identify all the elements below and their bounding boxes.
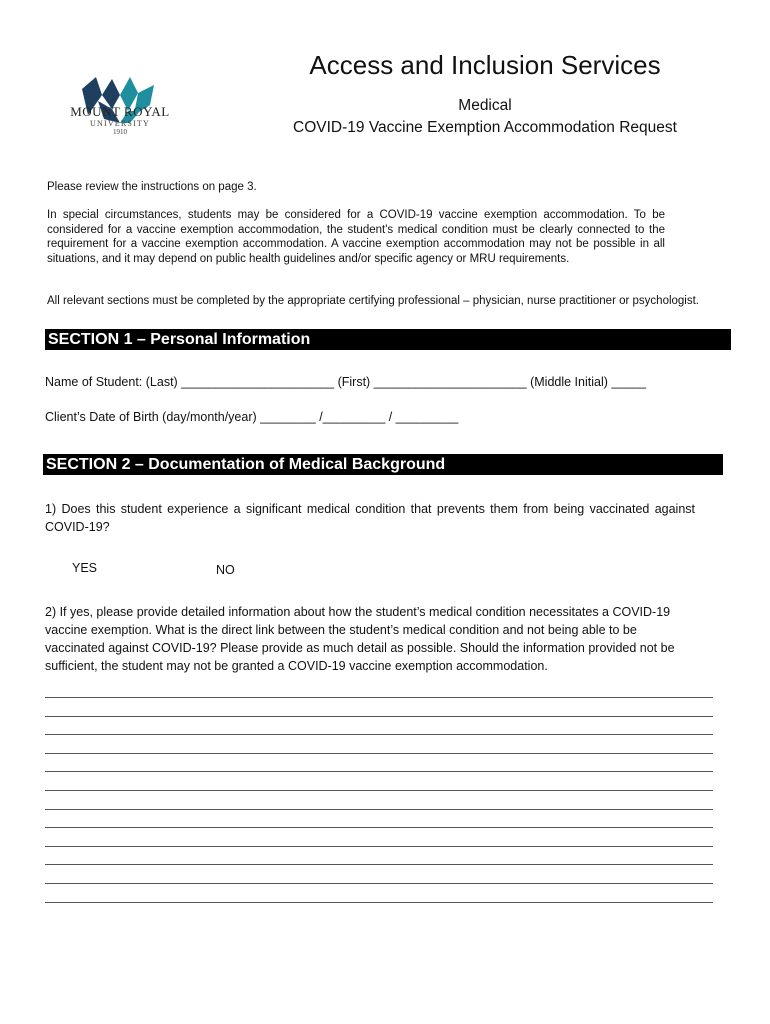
answer-line[interactable]: [45, 846, 713, 847]
certify-note: All relevant sections must be completed by the appropriate certifying professional – physician, nurse practitioner or psychologist.: [47, 295, 700, 307]
answer-line[interactable]: [45, 753, 713, 754]
answer-line[interactable]: [45, 883, 713, 884]
date-of-birth-field[interactable]: Client’s Date of Birth (day/month/year) ________ /_________ / _________: [45, 410, 459, 424]
review-note: Please review the instructions on page 3.: [47, 181, 257, 193]
question-2: 2) If yes, please provide detailed information about how the student’s medical condition necessitates a COVID-19 vaccine exemption. What is the direct link between the student’s medical condition and not being able to be vaccinated against COVID-19? Please provide as much detail as possible. Should the information provided not be sufficient, the student may not be granted a COVID-19 vaccine exemption accommodation.: [45, 605, 675, 673]
form-title: COVID-19 Vaccine Exemption Accommodation Request: [293, 119, 677, 136]
section-1-heading: SECTION 1 – Personal Information: [45, 329, 731, 350]
page-title: Access and Inclusion Services: [309, 50, 661, 80]
answer-line[interactable]: [45, 902, 713, 903]
answer-line[interactable]: [45, 827, 713, 828]
section-2-heading: SECTION 2 – Documentation of Medical Background: [43, 454, 723, 475]
student-name-field[interactable]: Name of Student: (Last) ______________________ (First) ______________________ (Middle Initial) _____: [45, 375, 647, 389]
page-subtitle: Medical: [458, 97, 512, 114]
yes-option[interactable]: YES: [72, 561, 98, 575]
intro-paragraph: In special circumstances, students may be considered for a COVID-19 vaccine exemption accommodation. To be considered for a vaccine exemption accommodation, the student's medical condition must be clearly connected to the requirement for a vaccine exemption accommodation. A vaccine exemption accommodation may not be possible in all situations, and it may depend on public health guidelines and/or specific agency or MRU requirements.: [47, 209, 665, 265]
question-1: 1) Does this student experience a significant medical condition that prevents them from being vaccinated against COVID-19?: [45, 502, 695, 534]
answer-line[interactable]: [45, 771, 713, 772]
logo-name: MOUNT ROYAL: [70, 104, 170, 119]
logo-subtitle: UNIVERSITY: [90, 119, 150, 128]
answer-line[interactable]: [45, 734, 713, 735]
no-option[interactable]: NO: [216, 563, 235, 577]
logo-year: 1910: [113, 128, 127, 136]
answer-line[interactable]: [45, 716, 713, 717]
answer-line[interactable]: [45, 864, 713, 865]
answer-line[interactable]: [45, 697, 713, 698]
answer-line[interactable]: [45, 809, 713, 810]
answer-line[interactable]: [45, 790, 713, 791]
